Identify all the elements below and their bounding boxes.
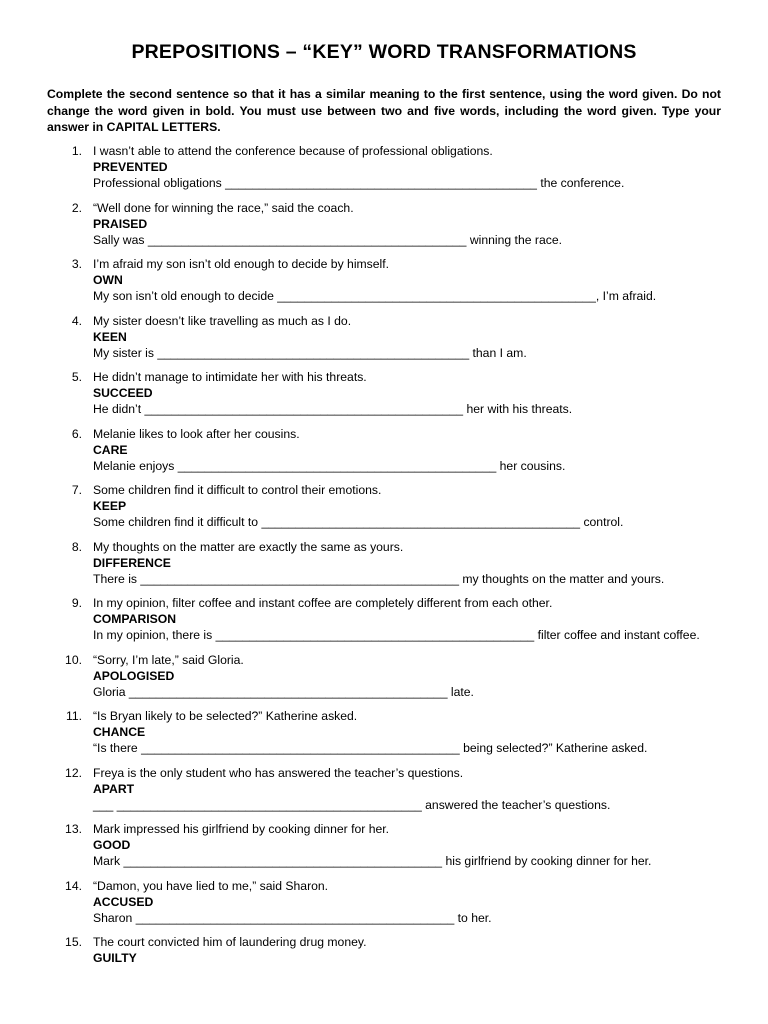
sentence-start: Some children find it difficult to: [93, 515, 259, 530]
exercise-item: [0, 708, 768, 765]
original-sentence: Some children find it difficult to control their emotions.: [93, 483, 382, 497]
original-sentence: “Sorry, I’m late,” said Gloria.: [93, 652, 244, 667]
item-number: 12.: [65, 765, 82, 780]
item-body: [93, 934, 366, 966]
item-body: [93, 313, 527, 362]
sentence-end: to her.: [457, 910, 492, 925]
answer-blank[interactable]: ______________________________________________: [157, 345, 470, 360]
original-sentence: “Well done for winning the race,” said the coach.: [93, 200, 354, 215]
item-body: [93, 765, 610, 814]
sentence-end: her with his threats.: [466, 402, 573, 417]
original-sentence: My sister doesn’t like travelling as much as I do.: [93, 313, 352, 328]
item-body: [93, 708, 647, 757]
original-sentence: I wasn’t able to attend the conference because of professional obligations.: [93, 144, 493, 158]
page-title: PREPOSITIONS – “KEY” WORD TRANSFORMATIONS: [131, 41, 637, 63]
sentence-end: her cousins.: [499, 458, 566, 473]
transformed-sentence: [93, 175, 624, 191]
key-word: COMPARISON: [93, 612, 177, 627]
exercise-item: [0, 539, 768, 596]
sentence-end: my thoughts on the matter and yours.: [462, 571, 665, 586]
exercise-item: [0, 482, 768, 539]
exercise-item: [0, 313, 768, 370]
transformed-sentence: [93, 627, 700, 643]
sentence-start: There is: [93, 571, 138, 586]
key-word: OWN: [93, 273, 123, 288]
sentence-start: “Is there: [93, 741, 138, 756]
item-number: 5.: [71, 370, 82, 384]
item-number: 8.: [71, 539, 82, 554]
sentence-end: I’m afraid.: [602, 289, 657, 304]
sentence-end: filter coffee and instant coffee.: [537, 628, 700, 643]
key-word: CHANCE: [93, 725, 146, 740]
sentence-end: answered the teacher’s questions.: [425, 797, 611, 812]
item-number: 9.: [71, 596, 82, 610]
item-number: 1.: [71, 144, 82, 158]
answer-blank[interactable]: _______________________________________________: [128, 684, 448, 699]
original-sentence: “Is Bryan likely to be selected?” Katherine asked.: [93, 709, 358, 723]
answer-blank[interactable]: _______________________________________________: [261, 515, 581, 530]
original-sentence: The court convicted him of laundering drug money.: [93, 935, 367, 949]
sentence-start: My sister is: [93, 345, 154, 360]
item-number: 3.: [71, 257, 82, 271]
transformed-sentence: [93, 910, 492, 926]
item-number: 11.: [65, 709, 82, 723]
item-body: [93, 482, 623, 531]
sentence-start: My son isn’t old enough to decide: [93, 289, 274, 304]
answer-blank[interactable]: ______________________________________________: [225, 176, 537, 191]
exercise-list: [0, 143, 768, 991]
answer-blank[interactable]: _______________________________________________: [144, 402, 464, 417]
item-number: 14.: [65, 878, 82, 893]
exercise-item: [0, 652, 768, 709]
key-word: APART: [93, 781, 135, 796]
transformed-sentence: [93, 232, 562, 248]
item-body: [93, 200, 562, 249]
answer-blank[interactable]: _____________________________________________: [116, 797, 422, 812]
item-number: 4.: [71, 313, 82, 328]
answer-blank[interactable]: _______________________________________________: [135, 910, 455, 925]
exercise-item: [0, 369, 768, 426]
exercise-item: [0, 143, 768, 200]
sentence-start: Gloria: [93, 684, 126, 699]
sentence-end: his girlfriend by cooking dinner for her.: [445, 854, 652, 869]
item-body: [93, 256, 656, 305]
original-sentence: Melanie likes to look after her cousins.: [93, 426, 300, 441]
answer-blank[interactable]: _______________________________________________: [147, 232, 467, 247]
sentence-end: control.: [583, 515, 624, 530]
item-body: [93, 143, 624, 192]
answer-blank[interactable]: _______________________________________________: [177, 458, 497, 473]
original-sentence: I’m afraid my son isn’t old enough to decide by himself.: [93, 257, 390, 271]
item-body: [93, 821, 651, 870]
key-word: KEEN: [93, 329, 127, 344]
sentence-end: the conference.: [540, 176, 625, 191]
item-number: 10.: [65, 652, 82, 667]
original-sentence: My thoughts on the matter are exactly the same as yours.: [93, 539, 404, 554]
sentence-start: ___: [93, 797, 114, 812]
sentence-start: Sally was: [93, 232, 145, 247]
sentence-start: He didn’t: [93, 402, 142, 417]
answer-blank[interactable]: _______________________________________________: [141, 741, 460, 756]
transformed-sentence: [93, 797, 610, 813]
exercise-item: [0, 821, 768, 878]
key-word: ACCUSED: [93, 894, 154, 909]
sentence-end: winning the race.: [469, 232, 562, 247]
key-word: CARE: [93, 442, 128, 457]
transformed-sentence: [93, 740, 647, 756]
key-word: GOOD: [93, 838, 131, 853]
transformed-sentence: [93, 401, 572, 417]
exercise-item: [0, 765, 768, 822]
transformed-sentence: [93, 288, 656, 304]
key-word: KEEP: [93, 499, 127, 514]
key-word: PRAISED: [93, 216, 148, 231]
instructions: Complete the second sentence so that it has a similar meaning to the first sentence, using the word given. Do not change the word given in bold. You must use between two and five words, including the word given. Type your answer in CAPITAL LETTERS.: [47, 87, 721, 134]
item-body: [93, 652, 474, 701]
sentence-start: Sharon: [93, 910, 133, 925]
original-sentence: In my opinion, filter coffee and instant coffee are completely different from each other.: [93, 596, 553, 610]
original-sentence: Freya is the only student who has answered the teacher’s questions.: [93, 765, 464, 780]
original-sentence: “Damon, you have lied to me,” said Sharon.: [93, 878, 329, 893]
key-word: DIFFERENCE: [93, 555, 171, 570]
answer-blank[interactable]: _______________________________________________,: [277, 289, 600, 304]
key-word: PREVENTED: [93, 160, 168, 175]
transformed-sentence: [93, 684, 474, 700]
transformed-sentence: [93, 853, 651, 869]
item-number: 6.: [71, 426, 82, 441]
answer-blank[interactable]: _______________________________________________: [215, 628, 535, 643]
item-body: [93, 878, 492, 927]
item-body: [93, 595, 700, 644]
transformed-sentence: [93, 458, 565, 474]
original-sentence: Mark impressed his girlfriend by cooking dinner for her.: [93, 822, 390, 836]
key-word: APOLOGISED: [93, 668, 175, 683]
transformed-sentence: [93, 514, 623, 530]
answer-blank[interactable]: _______________________________________________: [140, 571, 459, 586]
sentence-end: than I am.: [472, 345, 527, 360]
item-body: [93, 369, 572, 418]
sentence-start: Melanie enjoys: [93, 458, 175, 473]
item-number: 7.: [71, 483, 82, 497]
transformed-sentence: [93, 571, 664, 587]
item-body: [93, 539, 664, 588]
exercise-item: [0, 878, 768, 935]
exercise-item: [0, 934, 768, 991]
exercise-item: [0, 200, 768, 257]
key-word: SUCCEED: [93, 386, 153, 401]
sentence-start: Mark: [93, 854, 121, 869]
item-number: 15.: [65, 935, 82, 949]
exercise-item: [0, 426, 768, 483]
sentence-start: Professional obligations: [93, 176, 222, 191]
key-word: GUILTY: [93, 951, 137, 966]
transformed-sentence: [93, 345, 527, 361]
item-number: 2.: [71, 200, 82, 215]
sentence-end: late.: [450, 684, 474, 699]
original-sentence: He didn’t manage to intimidate her with his threats.: [93, 370, 367, 384]
exercise-item: [0, 256, 768, 313]
sentence-start: In my opinion, there is: [93, 628, 213, 643]
item-number: 13.: [65, 822, 82, 836]
item-body: [93, 426, 565, 475]
exercise-item: [0, 595, 768, 652]
answer-blank[interactable]: _______________________________________________: [123, 854, 443, 869]
sentence-end: being selected?” Katherine asked.: [463, 741, 648, 756]
